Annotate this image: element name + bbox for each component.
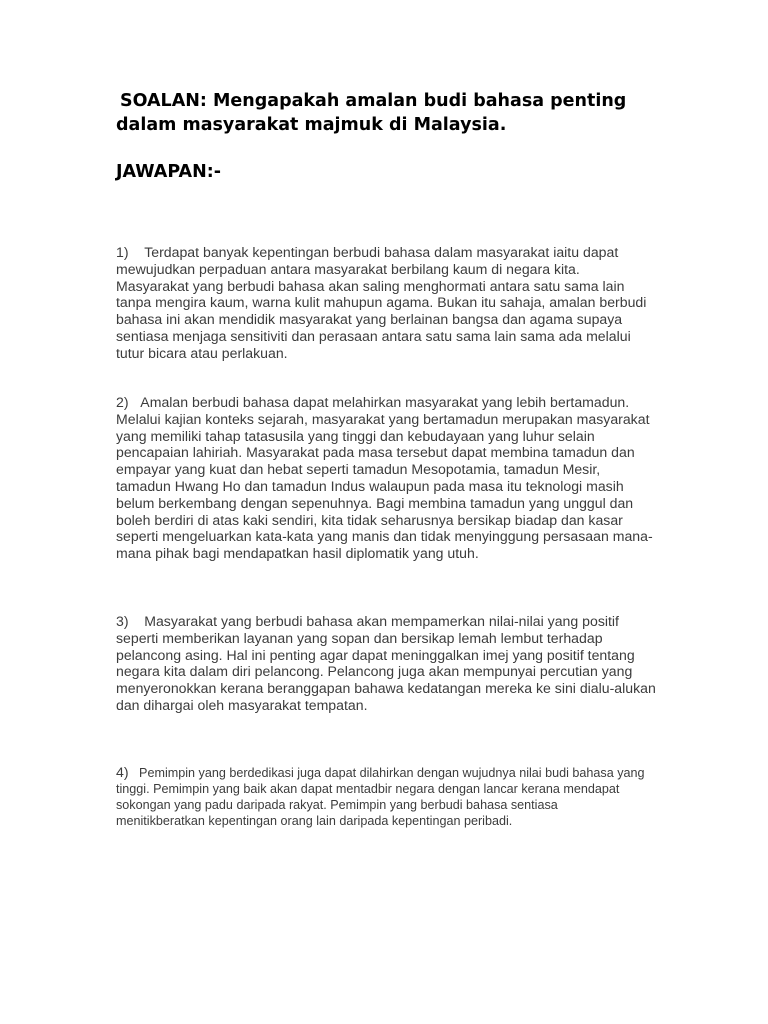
point-number: 2) xyxy=(116,394,129,410)
answer-point-1 xyxy=(116,244,656,362)
answer-point-4 xyxy=(116,764,646,829)
point-number: 3) xyxy=(116,613,129,629)
point-text: Pemimpin yang berdedikasi juga dapat dilahirkan dengan wujudnya nilai budi bahasa yang tinggi. Pemimpin yang baik akan dapat mentadbir negara dengan lancar kerana mendapat sokongan yang padu daripada rakyat. Pemimpin yang berbudi bahasa sentiasa menitikberatkan kepentingan orang lain daripada kepentingan peribadi. xyxy=(116,766,645,828)
answer-point-2 xyxy=(116,394,656,562)
answer-point-3 xyxy=(116,613,656,714)
point-text: Terdapat banyak kepentingan berbudi bahasa dalam masyarakat iaitu dapat mewujudkan perpaduan antara masyarakat berbilang kaum di negara kita. Masyarakat yang berbudi bahasa akan saling menghormati antara satu sama lain tanpa mengira kaum, warna kulit mahupun agama. Bukan itu sahaja, amalan berbudi bahasa ini akan mendidik masyarakat yang berlainan bangsa dan agama supaya sentiasa menjaga sensitiviti dan perasaan antara satu sama lain sama ada melalui tutur bicara atau perlakuan. xyxy=(116,244,647,361)
point-number: 1) xyxy=(116,244,129,260)
answer-heading: JAWAPAN:- xyxy=(116,162,221,182)
question-heading xyxy=(116,89,676,137)
point-text: Amalan berbudi bahasa dapat melahirkan masyarakat yang lebih bertamadun. Melalui kajian konteks sejarah, masyarakat yang bertamadun merupakan masyarakat yang memiliki tahap tatasusila yang tinggi dan kebudayaan yang luhur selain pencapaian lahiriah. Masyarakat pada masa tersebut dapat membina tamadun dan empayar yang kuat dan hebat seperti tamadun Mesopotamia, tamadun Mesir, tamadun Hwang Ho dan tamadun Indus walaupun pada masa itu teknologi masih belum berkembang dengan sepenuhnya. Bagi membina tamadun yang unggul dan boleh berdiri di atas kaki sendiri, kita tidak seharusnya bersikap biadap dan kasar seperti mengeluarkan kata-kata yang manis dan tidak menyinggung persasaan mana-mana pihak bagi mendapatkan hasil diplomatik yang utuh. xyxy=(116,394,653,562)
question-text: SOALAN: Mengapakah amalan budi bahasa penting dalam masyarakat majmuk di Malaysia. xyxy=(116,91,627,135)
point-number: 4) xyxy=(116,764,129,780)
point-text: Masyarakat yang berbudi bahasa akan mempamerkan nilai-nilai yang positif seperti memberikan layanan yang sopan dan bersikap lemah lembut terhadap pelancong asing. Hal ini penting agar dapat meninggalkan imej yang positif tentang negara kita dalam diri pelancong. Pelancong juga akan mempunyai percutian yang menyeronokkan kerana beranggapan bahawa kedatangan mereka ke sini dialu-alukan dan dihargai oleh masyarakat tempatan. xyxy=(116,613,656,713)
